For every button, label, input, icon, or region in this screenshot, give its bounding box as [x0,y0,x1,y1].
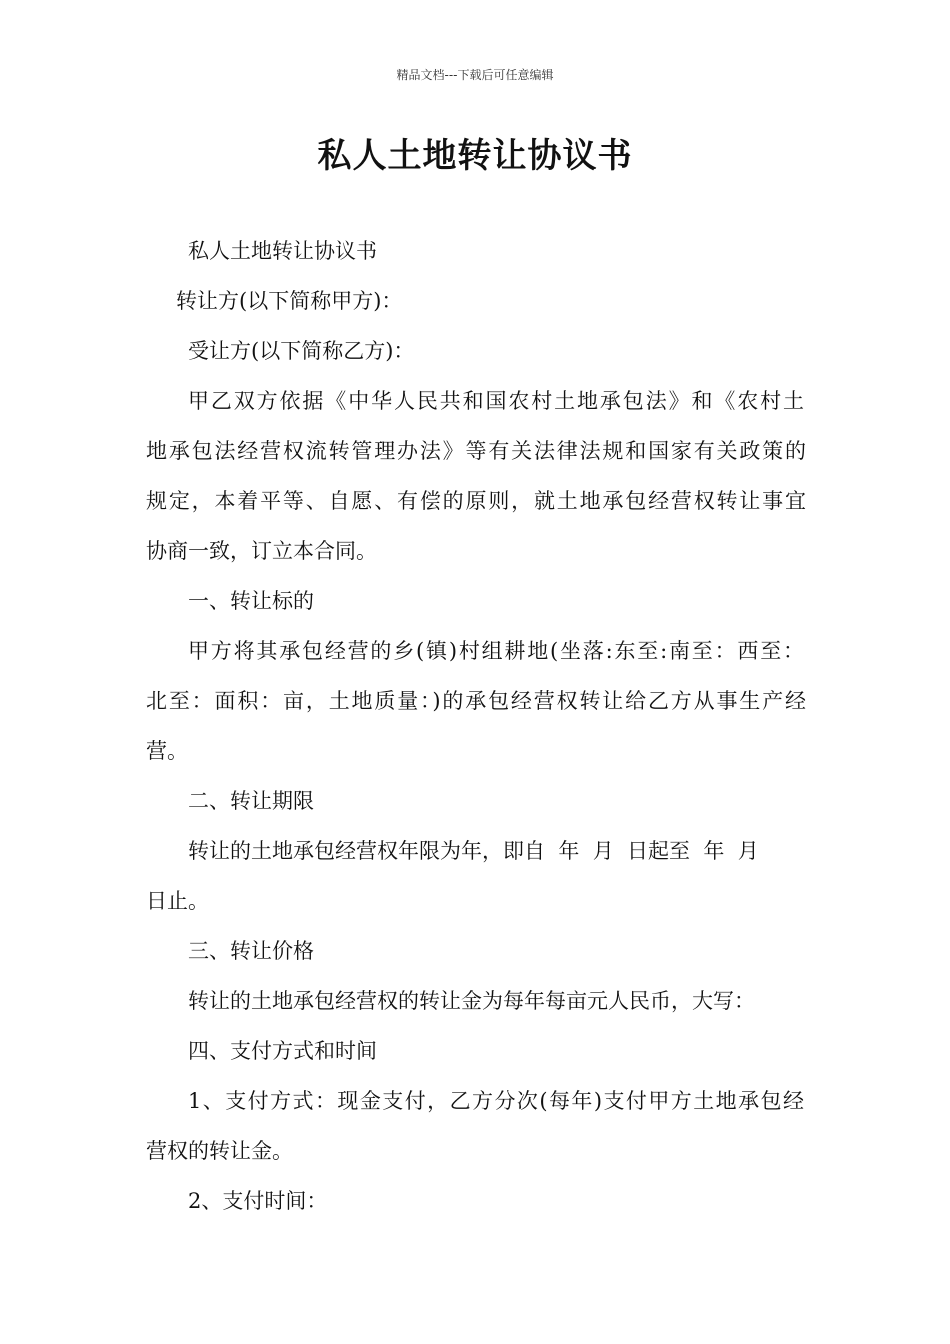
paragraph-line: 规定，本着平等、自愿、有偿的原则，就土地承包经营权转让事宜 [146,489,806,513]
paragraph-line: 甲方将其承包经营的乡(镇)村组耕地(坐落:东至:南至：西至： [188,639,804,663]
document-title: 私人土地转让协议书 [317,136,633,176]
paragraph-line: 甲乙双方依据《中华人民共和国农村土地承包法》和《农村土 [188,389,804,413]
paragraph-line: 1、支付方式：现金支付，乙方分次(每年)支付甲方土地承包经 [188,1089,804,1113]
section-heading: 二、转让期限 [188,789,314,813]
transferee-line: 受让方(以下简称乙方)： [188,339,415,363]
paragraph-line: 地承包法经营权流转管理办法》等有关法律法规和国家有关政策的 [146,439,806,463]
section-heading: 三、转让价格 [188,939,314,963]
paragraph-line: 营权的转让金。 [146,1139,293,1163]
header-note: 精品文档---下载后可任意编辑 [396,68,554,82]
paragraph-line: 营。 [146,739,188,763]
transferor-line: 转让方(以下简称甲方)： [176,289,403,313]
paragraph-line: 转让的土地承包经营权的转让金为每年每亩元人民币，大写： [188,989,755,1013]
section-heading: 一、转让标的 [188,589,314,613]
paragraph-line: 协商一致，订立本合同。 [146,539,377,563]
paragraph-line: 2、支付时间： [188,1189,328,1213]
paragraph-line: 转让的土地承包经营权年限为年，即自 年 月 日起至 年 月 [188,839,759,863]
paragraph-line: 日止。 [146,889,209,913]
subtitle-line: 私人土地转让协议书 [188,239,377,263]
section-heading: 四、支付方式和时间 [188,1039,377,1063]
paragraph-line: 北至：面积：亩，土地质量：)的承包经营权转让给乙方从事生产经 [146,689,806,713]
